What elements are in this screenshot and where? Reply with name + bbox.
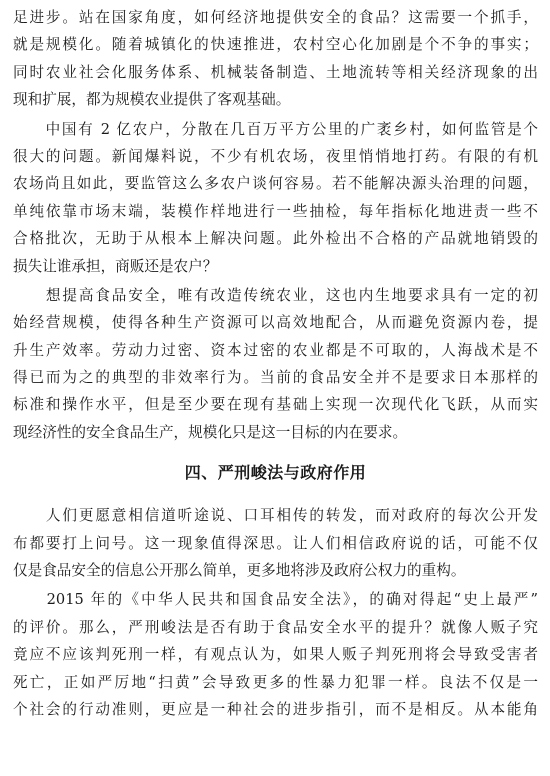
paragraph-scale-basis — [13, 4, 538, 114]
text-line: 损失让谁承担，商贩还是农户？ — [13, 257, 218, 275]
paragraph-regulation-problem — [13, 116, 538, 280]
text-line: 2015 年的《中华人民共和国食品安全法》，的确对得起“史上最严” — [13, 591, 538, 609]
text-line: 仅是食品安全的信息公开那么简单，更多地将涉及政府公权力的重构。 — [13, 562, 466, 580]
text-line: 始经营规模，使得各种生产资源可以高效地配合，从而避免资源内卷，提 — [13, 314, 538, 332]
text-line: 现经济性的安全食品生产，规模化只是这一目标的内在要求。 — [13, 423, 408, 441]
text-line: 标准和操作水平，但是至少要在现有基础上实现一次现代化飞跃，从而实 — [13, 396, 538, 414]
text-line: 足进步。站在国家角度，如何经济地提供安全的食品？这需要一个抓手， — [13, 9, 538, 26]
text-line: 合格批次，无助于从根本上解决问题。此外检出不合格的产品就地销毁的 — [13, 230, 538, 248]
paragraph-food-safety-law — [13, 586, 538, 723]
text-line: 同时农业社会化服务体系、机械装备制造、土地流转等相关经济现象的出 — [13, 63, 538, 81]
text-line: 竟应不应该判死刑一样，有观点认为，如果人贩子判死刑将会导致受害者 — [13, 646, 538, 664]
document-page — [13, 4, 538, 725]
section-heading: 四、严刑峻法与政府作用 — [184, 463, 367, 483]
text-line: 个社会的行动准则，更应是一种社会的进步指引，而不是相反。从本能角 — [13, 700, 538, 718]
text-line: 得已而为之的典型的非效率行为。当前的食品安全并不是要求日本那样的 — [13, 369, 538, 387]
paragraph-traditional-agriculture — [13, 282, 538, 446]
text-line: 人们更愿意相信道听途说、口耳相传的转发，而对政府的每次公开发 — [13, 507, 538, 525]
text-line: 现和扩展，都为规模农业提供了客观基础。 — [13, 91, 291, 109]
text-line: 单纯依靠市场末端，装模作样地进行一些抽检，每年指标化地进责一些不 — [13, 202, 538, 220]
text-line: 的评价。那么，严刑峻法是否有助于食品安全水平的提升？就像人贩子究 — [13, 618, 538, 636]
text-line: 农场尚且如此，要监管这么多农户谈何容易。若不能解决源头治理的问题， — [13, 175, 538, 193]
text-line: 很大的问题。新闻爆料说，不少有机农场，夜里悄悄地打药。有限的有机 — [13, 147, 538, 165]
text-line: 就是规模化。随着城镇化的快速推进，农村空心化加剧是个不争的事实； — [13, 36, 538, 54]
text-line: 中国有 2 亿农户，分散在几百万平方公里的广袤乡村，如何监管是个 — [13, 120, 538, 138]
text-line: 想提高食品安全，唯有改造传统农业，这也内生地要求具有一定的初 — [13, 286, 538, 304]
text-line: 升生产效率。劳动力过密、资本过密的农业都是不可取的，人海战术是不 — [13, 341, 538, 359]
text-line: 布都要打上问号。这一现象值得深思。让人们相信政府说的话，可能不仅 — [13, 534, 538, 552]
paragraph-public-trust — [13, 502, 538, 584]
text-line: 死亡，正如严厉地“扫黄”会导致更多的性暴力犯罪一样。良法不仅是一 — [13, 673, 538, 691]
